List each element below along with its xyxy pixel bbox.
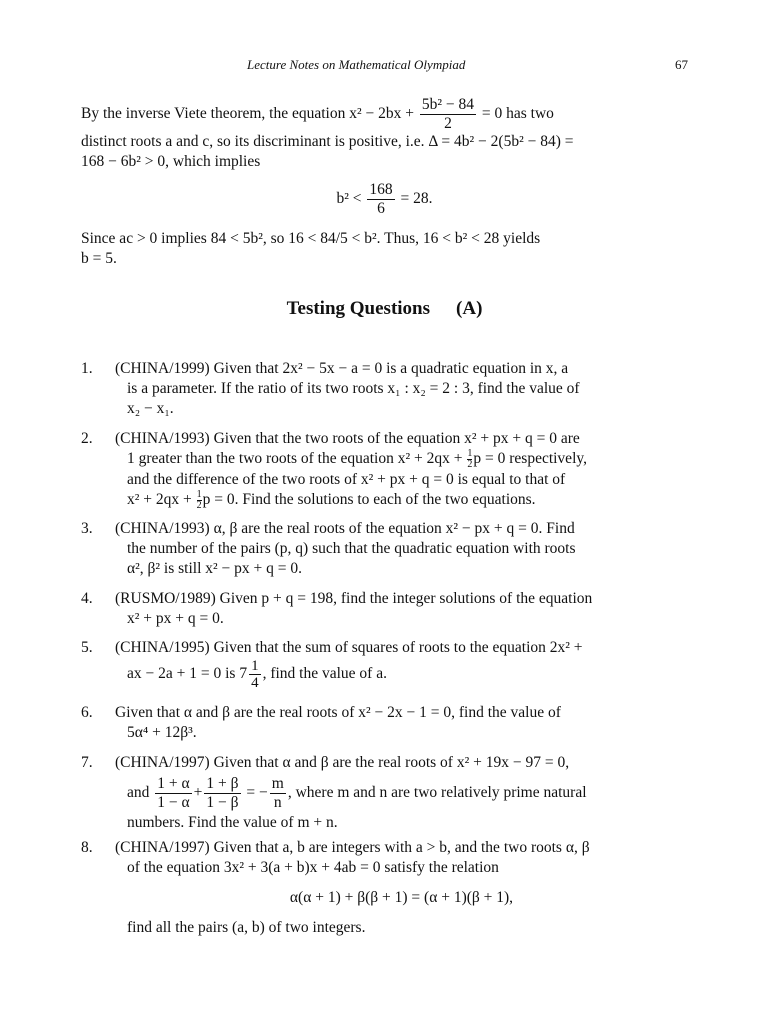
question-line: of the equation 3x² + 3(a + b)x + 4ab = 0 satisfy the relation: [127, 859, 499, 876]
fraction-numerator: 1: [467, 448, 473, 459]
fraction-beta: [204, 775, 240, 812]
question-body: [115, 838, 688, 938]
question-line-part: x² + 2qx +: [127, 491, 192, 509]
display-fraction: [367, 181, 394, 218]
question-line: the number of the pairs (p, q) such that the quadratic equation with roots: [127, 540, 576, 557]
question-2: [81, 429, 688, 511]
fraction-alpha: [155, 775, 191, 812]
display-left: b² <: [336, 190, 362, 208]
fraction-numerator: m: [271, 774, 284, 792]
fraction-denominator: n: [273, 793, 282, 811]
question-line: (CHINA/1997) Given that a, b are integers with a > b, and the two roots α, β: [115, 839, 590, 856]
intro-line-3: 168 − 6b² > 0, which implies: [81, 153, 261, 170]
plus-sign: +: [193, 784, 203, 801]
question-line-part: 1 greater than the two roots of the equation x² + 2qx +: [127, 450, 463, 468]
fraction-denominator: 2: [444, 115, 452, 132]
question-number: 1.: [81, 360, 93, 377]
question-7: [81, 753, 688, 833]
question-line: (RUSMO/1989) Given p + q = 198, find the integer solutions of the equation: [115, 590, 593, 607]
intro-paragraph-2: [81, 229, 688, 269]
fraction-numerator: 1: [196, 489, 202, 500]
question-number: 8.: [81, 839, 93, 856]
fraction-denominator: 1 − α: [157, 793, 190, 811]
intro-p2-line-1: Since ac > 0 implies 84 < 5b², so 16 < 84/5 < b². Thus, 16 < b² < 28 yields: [81, 230, 541, 247]
question-number: 5.: [81, 639, 93, 656]
display-denominator: 6: [377, 200, 385, 217]
question-line: (CHINA/1999) Given that 2x² − 5x − a = 0 is a quadratic equation in x, a: [115, 360, 569, 377]
fraction-numerator: 1 + β: [206, 774, 239, 792]
question-body: [115, 638, 688, 691]
question-line-part: and: [127, 784, 150, 801]
question-line: x₂ − x₁.: [127, 400, 174, 417]
half-fraction: [467, 449, 472, 470]
question-number: 6.: [81, 704, 93, 721]
question-line: [115, 449, 688, 470]
fraction-denominator: 1 − β: [206, 793, 239, 811]
intro-fraction: [420, 96, 476, 133]
question-number: 7.: [81, 754, 93, 771]
running-header: [81, 57, 688, 75]
fraction-m-n: [270, 775, 286, 812]
running-title: Lecture Notes on Mathematical Olympiad: [247, 57, 466, 72]
intro-line-1-a: By the inverse Viete theorem, the equation x² − 2bx +: [81, 105, 414, 123]
fraction-denominator: 2: [467, 459, 473, 470]
question-line: find all the pairs (a, b) of two integers.: [127, 919, 366, 936]
question-line: (CHINA/1997) Given that α and β are the real roots of x² + 19x − 97 = 0,: [115, 754, 570, 771]
intro-line-2: distinct roots a and c, so its discriminant is positive, i.e. Δ = 4b² − 2(5b² − 84) =: [81, 133, 574, 150]
question-number: 3.: [81, 520, 93, 537]
intro-line-1-b: = 0 has two: [481, 105, 554, 123]
display-inequality: [81, 181, 688, 218]
question-5: [81, 638, 688, 691]
question-line-part: p = 0. Find the solutions to each of the two equations.: [202, 491, 536, 509]
question-line: and the difference of the two roots of x² + px + q = 0 is equal to that of: [127, 471, 566, 488]
fraction-numerator: 1: [251, 658, 259, 674]
half-fraction: [197, 490, 202, 511]
fraction-numerator: 5b² − 84: [421, 96, 475, 113]
mixed-fraction: [249, 658, 261, 691]
question-number: 4.: [81, 590, 93, 607]
question-8: [81, 838, 688, 938]
section-heading: [81, 298, 688, 320]
question-line: [115, 773, 688, 813]
display-right: = 28.: [400, 190, 433, 208]
section-label: (A): [456, 298, 483, 319]
intro-p2-line-2: b = 5.: [81, 250, 117, 267]
equals-sign: = −: [246, 784, 268, 801]
display-numerator: 168: [369, 181, 393, 198]
page-number: 67: [675, 57, 688, 72]
question-line: is a parameter. If the ratio of its two roots x₁ : x₂ = 2 : 3, find the value of: [127, 380, 580, 397]
fraction-denominator: 2: [196, 500, 202, 511]
question-body: [115, 359, 688, 419]
section-title: Testing Questions: [286, 298, 431, 319]
fraction-denominator: 4: [251, 675, 259, 691]
intro-paragraph: [81, 96, 688, 172]
question-line: x² + px + q = 0.: [127, 610, 224, 627]
question-line-part: ax − 2a + 1 = 0 is 7: [127, 665, 248, 683]
question-line: [115, 658, 688, 691]
question-body: [115, 519, 688, 579]
question-line: (CHINA/1995) Given that the sum of squares of roots to the equation 2x² +: [115, 639, 583, 656]
question-3: [81, 519, 688, 579]
question-line: [115, 490, 688, 511]
question-body: [115, 753, 688, 833]
question-line: α², β² is still x² − px + q = 0.: [127, 560, 303, 577]
question-line-part: , find the value of a.: [262, 665, 387, 683]
question-line: (CHINA/1993) α, β are the real roots of the equation x² − px + q = 0. Find: [115, 520, 575, 537]
question-body: [115, 703, 688, 743]
question-body: [115, 429, 688, 511]
question-line-part: p = 0 respectively,: [473, 450, 587, 468]
question-line: Given that α and β are the real roots of x² − 2x − 1 = 0, find the value of: [115, 704, 561, 721]
question-line: (CHINA/1993) Given that the two roots of the equation x² + px + q = 0 are: [115, 430, 580, 447]
question-line: numbers. Find the value of m + n.: [127, 814, 338, 831]
fraction-numerator: 1 + α: [157, 774, 190, 792]
question-display-equation: α(α + 1) + β(β + 1) = (α + 1)(β + 1),: [289, 889, 514, 906]
question-4: [81, 589, 688, 629]
question-line-part: , where m and n are two relatively prime natural: [287, 784, 587, 801]
question-1: [81, 359, 688, 419]
question-number: 2.: [81, 430, 93, 447]
intro-line-1: [81, 96, 688, 132]
question-body: [115, 589, 688, 629]
question-6: [81, 703, 688, 743]
question-line: 5α⁴ + 12β³.: [127, 724, 197, 741]
